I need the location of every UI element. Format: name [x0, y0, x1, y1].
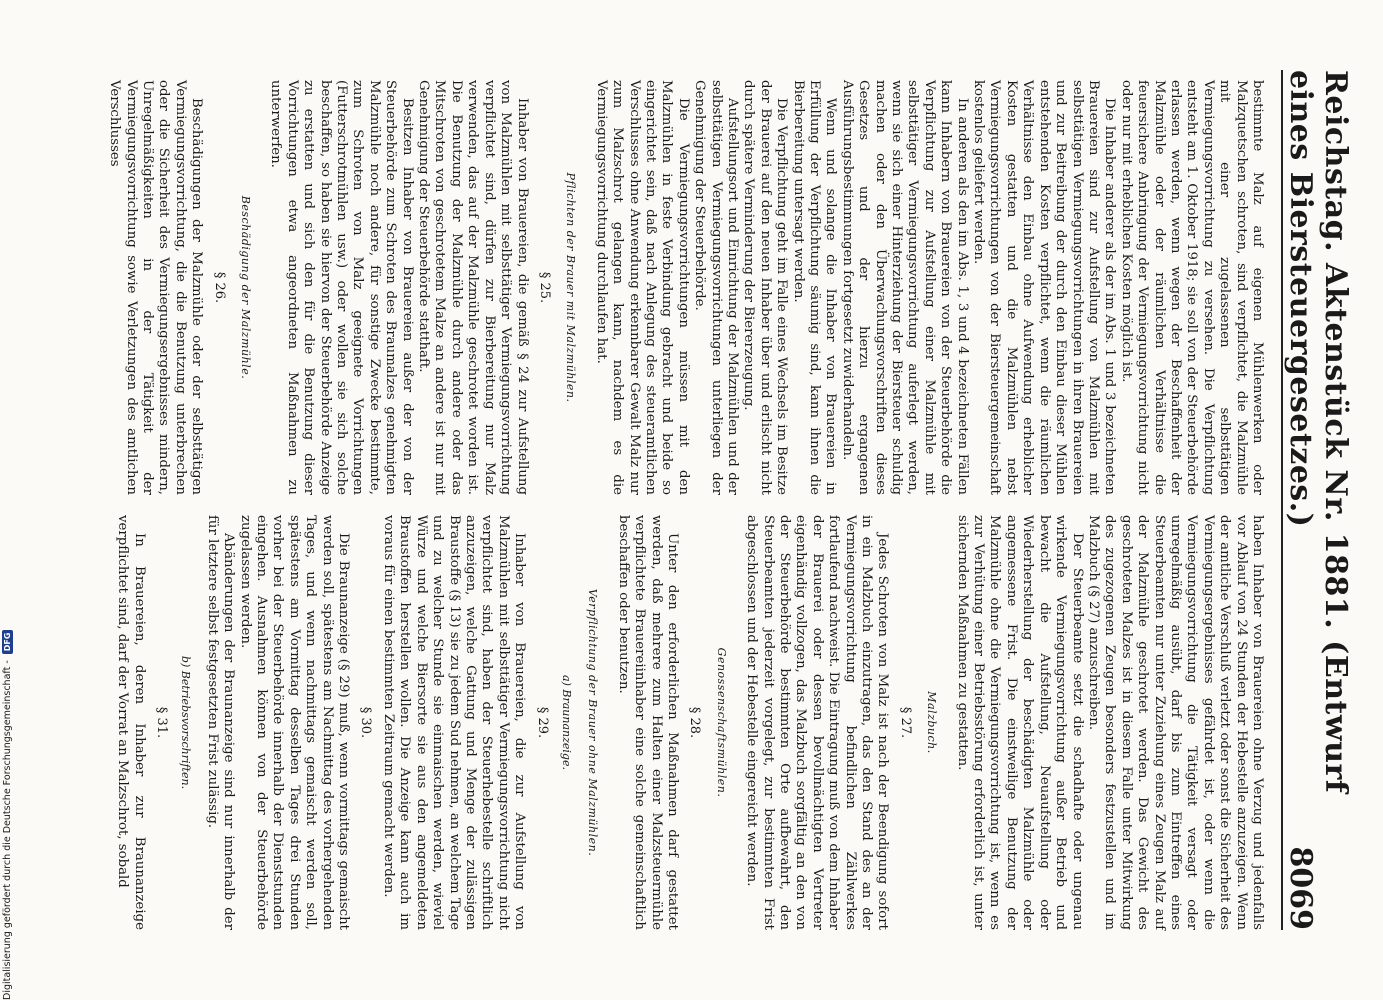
paragraph: Der Steuerbeamte setzt die schadhafte oder ungenau wirkende Vermiegungsvorrichtung außer Betrieb und bewacht die Aufstellung, Neuaufstellung oder Wiederherstellung der beschädigten Malzmühle oder angemessene Frist. Die einstweilige Benutzung der Malzmühle ohne die Vermiegungsvorrichtung ist, wenn es zur Verhütung einer Betriebsstörung erforderlich ist, unter sichernden Maßnahmen zu gestatten. — [954, 515, 1085, 930]
paragraph: Inhaber von Brauereien, die gemäß § 24 zur Aufstellung von Malzmühlen mit selbsttätiger Vermiegungsvorrichtung verpflichtet sind, dürfen zur Bierbereitung nur Malz verwenden, das auf der Malzmühle geschrotet worden ist. Die Benutzung der Malzmühle durch andere oder das Mitschroten von geschrotetem Malze an andere ist nur mit Genehmigung der Steuerbehörde statthaft. — [416, 80, 530, 495]
paragraph: Wenn und solange die Inhaber von Brauereien in Erfüllung der Verpflichtung säumig sind, kann ihnen die Bierbereitung untersagt werden. — [790, 80, 839, 495]
page-title: Reichstag. Aktenstück Nr. 1881. (Entwurf eines Biersteuergesetzes.) — [1283, 70, 1353, 794]
dfg-logo: DFG — [2, 630, 13, 655]
paragraph: Inhaber von Brauereien, die zur Aufstellung von Malzmühlen mit selbsttätiger Vermiegungsvorrichtung nicht verpflichtet sind, haben der Steuerhebestelle schriftlich anzuzeigen, welche Gattung und Menge der zulässigen Braustoffe (§ 13) sie zu jedem Sud nehmen, an welchem Tage und zu welcher Stunde sie einmaischen werden, wieviel Würze und welche Biersorte sie aus den angemeldeten Braustoffen herstellen wollen. Die Anzeige kann auch im voraus für einen bestimmten Zeitraum gemacht werden. — [380, 515, 528, 930]
paragraph: In Brauereien, deren Inhaber zur Braunanzeige verpflichtet sind, darf der Vorrat an Malzschrot, sobald — [115, 515, 147, 930]
section-caption: Malzbuch. — [925, 691, 939, 754]
sub-caption: b) Betriebsvorschriften. — [179, 655, 193, 790]
section-number: § 31. — [154, 706, 170, 739]
paragraph: Die Vermiegungsvorrichtungen müssen mit den Malzmühlen in feste Verbindung gebracht und beide so eingerichtet sein, daß nach Anlegung des steueramtlichen Verschlusses ohne Anwendung erkennbarer Gewalt Malz nur zum Malzschrot gelangen kann, nachdem es die Vermiegungsvorrichtung durchlaufen hat. — [593, 80, 691, 495]
paragraph: Abänderungen der Braunanzeige sind nur innerhalb der für letztere selbst festgesetzten Frist zulässig. — [204, 515, 237, 930]
section-caption: Pflichten der Brauer mit Malzmühlen. — [564, 172, 578, 403]
right-column — [114, 515, 1265, 930]
paragraph: Die Braunanzeige (§ 29) muß, wenn vormittags gemaischt werden soll, spätestens am Nachmittag des vorhergehenden Tages, und wenn nachmittags gemaischt werden soll, spätestens am Vormittag desselben Tages drei Stunden vorher bei der Steuerbehörde innerhalb der Dienststunden eingehen. Ausnahmen können von der Steuerbehörde zugelassen werden. — [237, 515, 352, 930]
paragraph: Die Inhaber anderer als der im Abs. 1 und 3 bezeichneten Brauereien sind zur Aufstellung von Malzmühlen mit selbsttätigen Vermiegungsvorrichtungen in ihren Brauereien und zur Beitreibung der durch den Einbau dieser Mühlen entstehenden Kosten verpflichtet, wenn die räumlichen Verhältnisse den Einbau ohne Aufwendung erheblicher Kosten gestatten und die Malzmühlen nebst Vermiegungsvorrichtungen von der Biersteuergemeinschaft kostenlos geliefert werden. — [971, 80, 1118, 495]
paragraph: bestimmte Malz auf eigenen Mühlenwerken oder Malzquetschen schroten, sind verpflichtet, die Malzmühle mit einer zugelassenen selbsttätigen Vermiegungsvorrichtung zu versehen. Die Verpflichtung entsteht am 1. Oktober 1918; sie soll von der Steuerbehörde erlassen werden, wenn wegen der Beschaffenheit der Malzmühle oder der räumlichen Verhältnisse die feuersichere Anbringung der Vermiegungsvorrichtung nicht oder nur mit erheblichen Kosten möglich ist. — [1118, 80, 1265, 495]
page-number: 8069 — [1283, 846, 1318, 930]
section-number: § 26. — [211, 271, 227, 304]
paragraph: Beschädigungen der Malzmühle oder der selbsttätigen Vermiegungsvorrichtung, die die Benutzung unterbrechen oder die Sicherheit des Vermiegungsergebnisses mindern, Unregelmäßigkeiten in der Tätigkeit der Vermiegungsvorrichtung sowie Verletzungen des amtlichen Verschlusses — [107, 80, 205, 495]
section-number: § 28. — [687, 706, 703, 739]
paragraph: Aufstellungsort und Einrichtung der Malzmühlen und der selbsttätigen Vermiegungsvorrichtungen unterliegen der Genehmigung der Steuerbehörde. — [692, 80, 740, 495]
section-caption: Beschädigung der Malzmühle. — [239, 195, 253, 380]
paragraph: haben Inhaber von Brauereien ohne Verzug und jedenfalls vor Ablauf von 24 Stunden der Hebestelle anzuzeigen. Wenn der amtliche Verschluß verletzt oder sonst die Sicherheit des Vermiegungsergebnisses gefährdet ist, oder wenn die Vermiegungsvorrichtung die Tätigkeit versagt oder unregelmäßig ausübt, darf bis zum Eintreffen eines Steuerbeamten nur unter Zuziehung eines Zeugen Malz auf der Malzmühle geschrotet werden. Das Gewicht des geschroteten Malzes ist in diesem Falle unter Mitwirkung des zugezogenen Zeugen besonders festzustellen und im Malzbuch (§ 27) anzuschreiben. — [1085, 515, 1265, 930]
page-header — [1281, 70, 1353, 930]
paragraph: Die Verpflichtung geht im Falle eines Wechsels im Besitze der Brauerei auf den neuen Inhaber über und erlischt nicht durch spätere Verminderung der Biererzeugung. — [741, 80, 790, 495]
digitization-credit — [0, 620, 14, 1000]
paragraph: Unter den erforderlichen Maßnahmen darf gestattet werden, daß mehrere zum Halten einer Malzsteuermühle verpflichtete Brauereiinhaber eine solche gemeinschaftlich beschaffen oder benutzen. — [615, 515, 680, 930]
paragraph: Besitzen Inhaber von Brauereien außer der von der Steuerbehörde zum Schroten des Braumalzes genehmigten Malzmühle noch andere, für sonstige Zwecke bestimmte, zum Schroten von Malz geeignete Vorrichtungen (Futterschrotmühlen usw.) oder wollen sie sich solche beschaffen, so haben sie hiervon der Steuerbehörde Anzeige zu erstatten und sich den für die Benutzung dieser Vorrichtungen etwa angeordneten Maßnahmen zu unterwerfen. — [268, 80, 415, 495]
section-caption: Verpflichtung der Brauer ohne Malzmühlen. — [586, 588, 600, 857]
section-number: § 30. — [358, 706, 374, 739]
sub-caption: a) Braunanzeige. — [559, 675, 573, 770]
section-number: § 25. — [536, 271, 552, 304]
credit-text: Digitalisierung gefördert durch die Deutsche Forschungsgemeinschaft - — [1, 660, 13, 1000]
paragraph: Jedes Schroten von Malz ist nach der Beendigung sofort in ein Malzbuch einzutragen, das den Stand des an der Vermiegungsvorrichtung befindlichen Zählwerkes fortlaufend nachweist. Die Eintragung muß von dem Inhaber der Brauerei oder dessen bevollmächtigten Vertreter eigenhändig vollzogen, das Malzbuch sorgfältig an den von der Steuerbehörde bestimmten Orte aufbewahrt, den Steuerbeamten jederzeit vorgelegt, zur bestimmten Frist abgeschlossen und der Hebestelle eingereicht werden. — [744, 515, 891, 930]
left-column — [106, 80, 1265, 495]
paragraph: In anderen als den im Abs. 1, 3 und 4 bezeichneten Fällen kann Inhabern von Brauereien von der Steuerbehörde die Verpflichtung zur Aufstellung einer Malzmühle mit selbsttätiger Vermiegungsvorrichtung auferlegt werden, wenn sie sich einer Hinterziehung der Biersteuer schuldig machen oder den Überwachungsvorschriften dieses Gesetzes und der hierzu ergangenen Ausführungsbestimmungen fortgesetzt zuwiderhandeln. — [839, 80, 970, 495]
section-caption: Genossenschaftsmühlen. — [714, 647, 728, 798]
section-number: § 29. — [534, 706, 550, 739]
section-number: § 27. — [897, 706, 913, 739]
